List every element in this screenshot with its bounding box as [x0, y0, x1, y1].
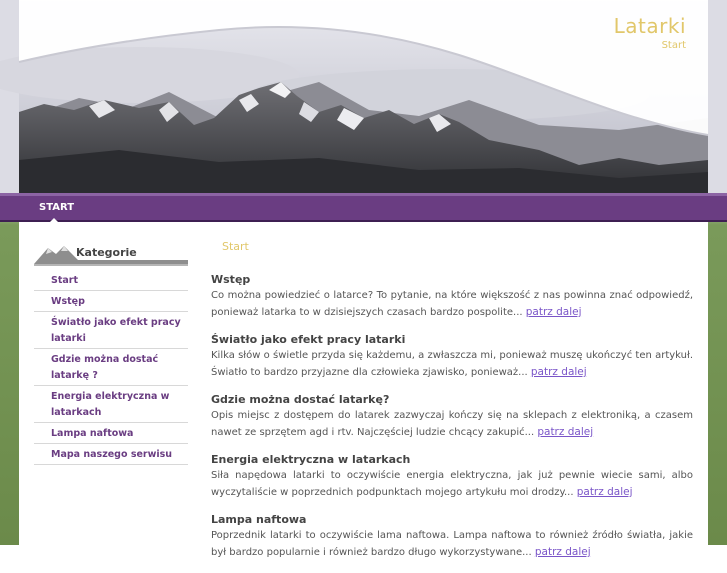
article	[211, 513, 693, 561]
category-item	[34, 423, 188, 444]
category-link-swiatlo[interactable]: Światło jako efekt pracy latarki	[51, 317, 181, 344]
article-title: Światło jako efekt pracy latarki	[211, 333, 406, 346]
read-more-link[interactable]: patrz dalej	[525, 306, 582, 318]
article-text: Co można powiedzieć o latarce? To pytanie, na które większość z nas powinna znać odpowiedź, ponieważ latarka to w dzisiejszych czasach bardzo pospolite...	[211, 290, 693, 318]
article	[211, 393, 693, 441]
article-excerpt	[211, 348, 693, 381]
article-title: Wstęp	[211, 273, 251, 286]
category-link-wstep[interactable]: Wstęp	[51, 296, 85, 307]
page-title: Start	[222, 240, 249, 253]
article	[211, 273, 693, 321]
page	[19, 0, 708, 558]
article	[211, 453, 693, 501]
read-more-link[interactable]: patrz dalej	[534, 546, 591, 558]
read-more-link[interactable]: patrz dalej	[576, 486, 633, 498]
article	[211, 333, 693, 381]
nav-active-marker	[49, 218, 59, 223]
category-link-lampa[interactable]: Lampa naftowa	[51, 428, 134, 439]
sidebar	[34, 240, 188, 465]
category-list	[34, 270, 188, 465]
main-content	[211, 240, 693, 573]
article-excerpt	[211, 408, 693, 441]
nav-item-start[interactable]: START	[39, 202, 75, 213]
article-text: Poprzednik latarki to oczywiście lama naftowa. Lampa naftowa to również źródło światła, jakie był bardzo popularnie i również bardzo długo wykorzystywane...	[211, 530, 693, 558]
side-stripe-right	[708, 0, 727, 545]
main-navigation	[0, 193, 727, 222]
category-item	[34, 312, 188, 349]
article-excerpt	[211, 468, 693, 501]
article-text: Siła napędowa latarki to oczywiście energia elektryczna, jak już pewnie wiecie sami, albo wyczytaliście w poprzednich podpunktach mojego artykułu moi drodzy...	[211, 470, 693, 498]
read-more-link[interactable]: patrz dalej	[530, 366, 587, 378]
category-item	[34, 386, 188, 423]
header-banner	[19, 0, 708, 193]
article-title: Energia elektryczna w latarkach	[211, 453, 411, 466]
site-title[interactable]: Latarki	[613, 14, 686, 38]
category-item	[34, 291, 188, 312]
category-link-start[interactable]: Start	[51, 275, 79, 286]
category-link-gdzie[interactable]: Gdzie można dostać latarkę ?	[51, 354, 159, 381]
category-item	[34, 444, 188, 465]
article-excerpt	[211, 288, 693, 321]
category-item	[34, 270, 188, 291]
site-subtitle: Start	[661, 40, 686, 51]
sidebar-header	[34, 240, 188, 268]
article-text: Kilka słów o świetle przyda się każdemu, a zwłaszcza mi, ponieważ muszę ukończyć ten artykuł. Światło to bardzo przyjazne dla człowieka zjawisko, ponieważ...	[211, 350, 693, 378]
read-more-link[interactable]: patrz dalej	[537, 426, 594, 438]
sidebar-title: Kategorie	[76, 246, 137, 259]
article-excerpt	[211, 528, 693, 561]
article-text: Opis miejsc z dostępem do latarek zazwyczaj kończy się na sklepach z elektroniką, a czasem nawet ze sprzętem agd i rtv. Najczęściej ludzie chcący zakupić...	[211, 410, 693, 438]
category-link-mapa[interactable]: Mapa naszego serwisu	[51, 449, 173, 460]
article-title: Gdzie można dostać latarkę?	[211, 393, 390, 406]
category-item	[34, 349, 188, 386]
category-link-energia[interactable]: Energia elektryczna w latarkach	[51, 391, 170, 418]
article-title: Lampa naftowa	[211, 513, 307, 526]
mountain-banner-image	[19, 0, 708, 193]
